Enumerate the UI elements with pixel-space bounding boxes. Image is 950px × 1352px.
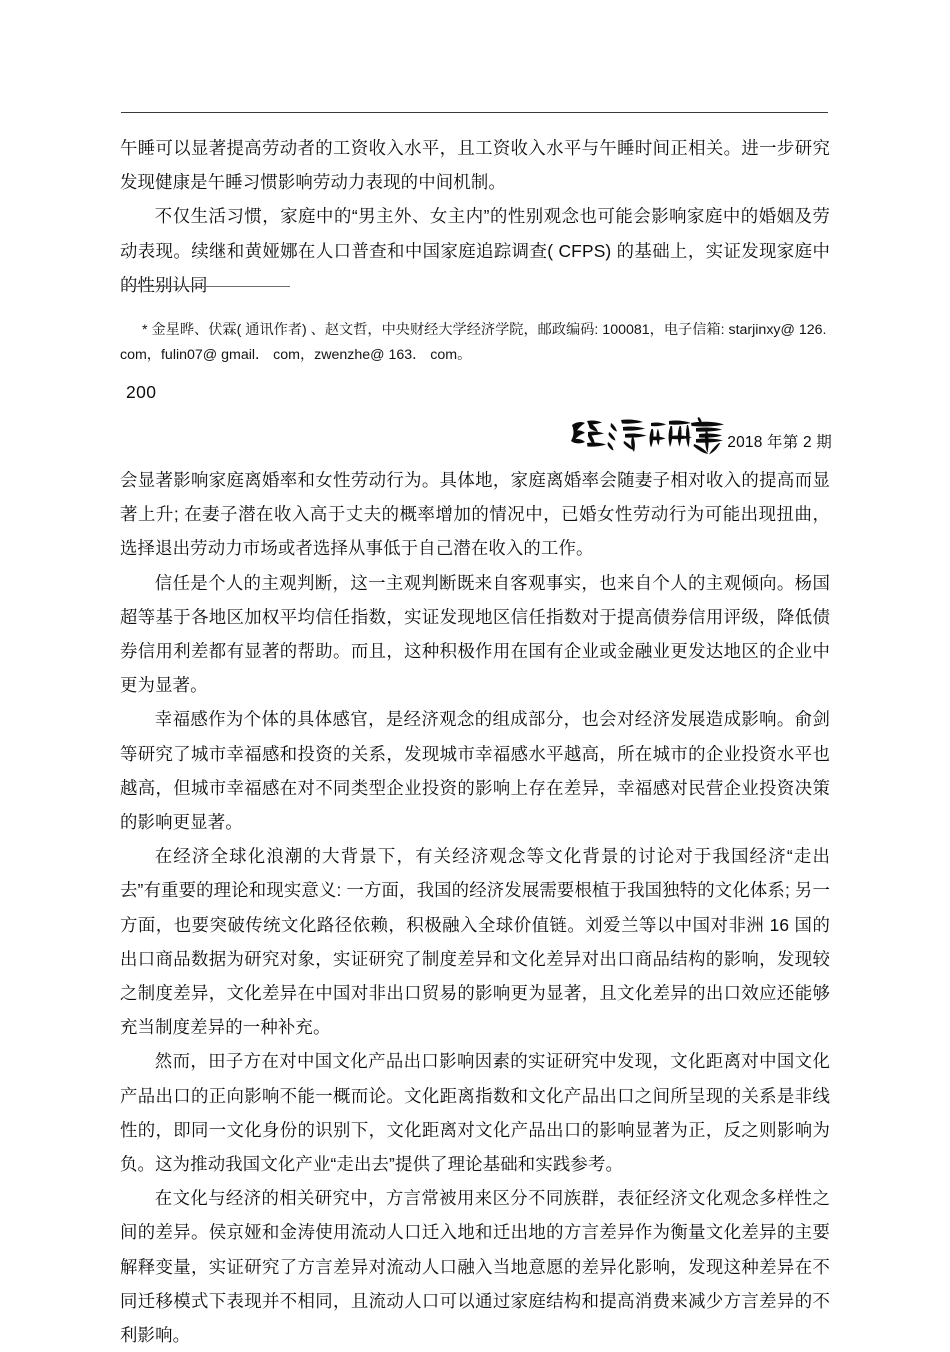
paragraph: 会显著影响家庭离婚率和女性劳动行为。具体地，家庭离婚率会随妻子相对收入的提高而显著上升; 在妻子潜在收入高于丈夫的概率增加的情况中，已婚女性劳动行为可能出现扭曲，选择退出劳动力市场或者选择从事低于自己潜在收入的工作。 [120, 470, 830, 559]
journal-issue-label: 2018 年第 2 期 [727, 434, 832, 451]
top-text-section [120, 131, 830, 302]
paragraph: 幸福感作为个体的具体感官，是经济观念的组成部分，也会对经济发展造成影响。俞剑等研究了城市幸福感和投资的关系，发现城市幸福感水平越高，所在城市的企业投资水平也越高，但城市幸福感在对不同类型企业投资的影响上存在差异，幸福感对民营企业投资决策的影响更显著。 [120, 709, 830, 833]
footnote-line: com，fulin07@ gmail． com，zwenzhe@ 163． com。 [120, 347, 472, 363]
journal-masthead [470, 404, 832, 456]
page-number: 200 [126, 382, 157, 402]
paragraph: 然而，田子方在对中国文化产品出口影响因素的实证研究中发现，文化距离对中国文化产品出口的正向影响不能一概而论。文化距离指数和文化产品出口之间所呈现的关系是非线性的，即同一文化身份的识别下，文化距离对文化产品出口的影响显著为正，反之则影响为负。这为推动我国文化产业“走出去”提供了理论基础和实践参考。 [120, 1051, 830, 1175]
paragraph: 在文化与经济的相关研究中，方言常被用来区分不同族群，表征经济文化观念多样性之间的差异。侯京娅和金涛使用流动人口迁入地和迁出地的方言差异作为衡量文化差异的主要解释变量，实证研究了方言差异对流动人口融入当地意愿的差异化影响，发现这种差异在不同迁移模式下表现并不相同，且流动人口可以通过家庭结构和提高消费来减少方言差异的不利影响。 [120, 1188, 830, 1346]
header-divider-rule [121, 112, 828, 113]
paragraph: 信任是个人的主观判断，这一主观判断既来自客观事实，也来自个人的主观倾向。杨国超等基于各地区加权平均信任指数，实证发现地区信任指数对于提高债券信用评级，降低债券信用利差都有显著的帮助。而且，这种积极作用在国有企业或金融业更发达地区的企业中更为显著。 [120, 572, 830, 696]
paragraph: 午睡可以显著提高劳动者的工资收入水平，且工资收入水平与午睡时间正相关。进一步研究发现健康是午睡习惯影响劳动力表现的中间机制。 [120, 138, 830, 193]
footnote-block [120, 318, 832, 368]
journal-calligraphy-logo-icon [565, 408, 725, 456]
paragraph: 不仅生活习惯，家庭中的“男主外、女主内”的性别观念也可能会影响家庭中的婚姻及劳动表现。续继和黄娅娜在人口普查和中国家庭追踪调查( CFPS) 的基础上，实证发现家庭中的性别认同 [120, 206, 830, 295]
footnote-line: * 金星晔、伏霖( 通讯作者) 、赵文哲，中央财经大学经济学院，邮政编码: 100081，电子信箱: starjinxy@ 126. [142, 322, 827, 338]
paragraph: 在经济全球化浪潮的大背景下，有关经济观念等文化背景的讨论对于我国经济“走出去”有重要的理论和现实意义: 一方面，我国的经济发展需要根植于我国独特的文化体系; 另一方面，也要突破传统文化路径依赖，积极融入全球价值链。刘爱兰等以中国对非洲 16 国的出口商品数据为研究对象，实证研究了制度差异和文化差异对出口商品结构的影响，发现较之制度差异，文化差异在中国对非出口贸易的影响更为显著，且文化差异的出口效应还能够充当制度差异的一种补充。 [120, 846, 830, 1038]
bottom-text-section [120, 463, 830, 1352]
footnote-divider-rule [122, 286, 290, 287]
